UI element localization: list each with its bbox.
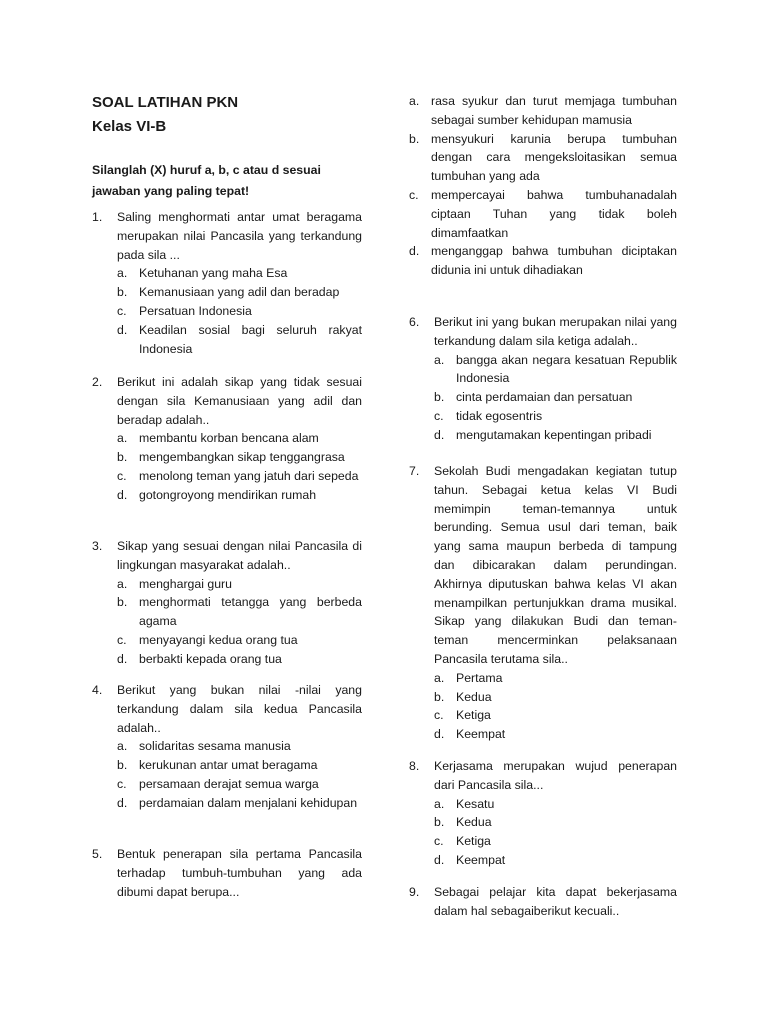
question-text: Kerjasama merupakan wujud penerapan dari Pancasila sila...: [434, 759, 677, 792]
option-text: perdamaian dalam menjalani kehidupan: [139, 795, 358, 810]
option-text: menolong teman yang jatuh dari sepeda: [139, 468, 359, 483]
option-letter: d.: [117, 651, 128, 666]
answer-option[interactable]: [117, 429, 362, 448]
question-stem: [92, 373, 362, 429]
option-letter: c.: [434, 834, 444, 849]
option-text: mengembangkan sikap tenggangrasa: [139, 450, 345, 465]
answer-option[interactable]: [117, 631, 362, 650]
answer-option[interactable]: [434, 351, 677, 389]
answer-option[interactable]: [117, 756, 362, 775]
answer-option[interactable]: [117, 264, 362, 283]
question-stem: [92, 681, 362, 737]
option-letter: b.: [434, 390, 445, 405]
answer-option[interactable]: [409, 130, 677, 186]
option-letter: b.: [117, 450, 128, 465]
option-text: Keempat: [456, 852, 506, 867]
option-text: gotongroyong mendirikan rumah: [139, 487, 317, 502]
option-letter: d.: [409, 244, 420, 259]
answer-option[interactable]: [434, 407, 677, 426]
option-text: cinta perdamaian dan persatuan: [456, 390, 633, 405]
option-letter: c.: [434, 708, 444, 723]
option-letter: a.: [117, 431, 128, 446]
question-number: 8.: [409, 759, 420, 773]
option-letter: a.: [117, 266, 128, 281]
option-text: persamaan derajat semua warga: [139, 776, 319, 791]
question-text: Saling menghormati antar umat beragama merupakan nilai Pancasila yang terkandung pada sila ...: [117, 210, 362, 262]
option-text: menghargai guru: [139, 576, 232, 591]
question-number: 5.: [92, 847, 103, 861]
answer-option[interactable]: [117, 737, 362, 756]
option-text: menghormati tetangga yang berbeda agama: [139, 595, 362, 629]
option-letter: b.: [117, 285, 128, 300]
option-text: solidaritas sesama manusia: [139, 739, 291, 754]
answer-option[interactable]: [434, 795, 677, 814]
answer-option[interactable]: [117, 302, 362, 321]
answer-option[interactable]: [409, 186, 677, 242]
answer-option[interactable]: [434, 725, 677, 744]
answer-option[interactable]: [434, 813, 677, 832]
answer-option[interactable]: [434, 832, 677, 851]
answer-option[interactable]: [117, 321, 362, 359]
question-stem: [409, 313, 677, 351]
class-label: Kelas VI-B: [92, 118, 167, 135]
option-letter: d.: [434, 727, 445, 742]
question-number: 2.: [92, 375, 103, 389]
option-text: Ketiga: [456, 834, 491, 849]
option-letter: c.: [117, 468, 127, 483]
instruction-text: Silanglah (X) huruf a, b, c atau d sesuai jawaban yang paling tepat!: [92, 163, 321, 198]
option-text: bangga akan negara kesatuan Republik Indonesia: [456, 352, 677, 386]
option-letter: b.: [434, 815, 445, 830]
option-text: Ketiga: [456, 708, 491, 723]
question-stem: [409, 883, 677, 921]
option-letter: c.: [117, 632, 127, 647]
option-letter: a.: [434, 796, 445, 811]
option-text: membantu korban bencana alam: [139, 431, 319, 446]
option-letter: b.: [434, 689, 445, 704]
answer-option[interactable]: [117, 283, 362, 302]
question-text: Sebagai pelajar kita dapat bekerjasama dalam hal sebagaiberikut kecuali..: [434, 885, 677, 918]
question-text: Berikut yang bukan nilai -nilai yang terkandung dalam sila kedua Pancasila adalah..: [117, 683, 362, 735]
question-7: [409, 462, 677, 744]
question-3: [92, 537, 362, 669]
option-text: kerukunan antar umat beragama: [139, 758, 318, 773]
answer-option[interactable]: [117, 467, 362, 486]
question-number: 9.: [409, 885, 420, 899]
option-text: menganggap bahwa tumbuhan diciptakan didunia ini untuk dihadiakan: [431, 244, 677, 278]
option-letter: d.: [434, 427, 445, 442]
question-4: [92, 681, 362, 813]
question-text: Sikap yang sesuai dengan nilai Pancasila di lingkungan masyarakat adalah..: [117, 539, 362, 572]
option-letter: b.: [117, 758, 128, 773]
option-text: Kemanusiaan yang adil dan beradap: [139, 285, 340, 300]
question-text: Sekolah Budi mengadakan kegiatan tutup tahun. Sebagai ketua kelas VI Budi memimpin teman-temannya untuk berunding. Semua usul dari teman, baik yang sama maupun berbeda di tampung dan dibicarakan dalam perundingan. Akhirnya diputuskan bahwa kelas VI akan menampilkan pertunjukkan drama musikal. Sikap yang dilakukan Budi dan teman-teman mencerminkan pelaksanaan Pancasila terutama sila..: [434, 464, 677, 666]
option-letter: a.: [434, 670, 445, 685]
option-text: Kedua: [456, 815, 492, 830]
option-text: Persatuan Indonesia: [139, 303, 252, 318]
option-letter: b.: [409, 131, 420, 146]
answer-option[interactable]: [117, 448, 362, 467]
question-number: 6.: [409, 315, 420, 329]
question-number: 3.: [92, 539, 103, 553]
option-text: Kesatu: [456, 796, 495, 811]
option-text: mensyukuri karunia berupa tumbuhan dengan cara mengeksloitasikan semua tumbuhan yang ada: [431, 131, 677, 184]
answer-option[interactable]: [117, 775, 362, 794]
answer-option[interactable]: [117, 650, 362, 669]
question-5-options: [384, 92, 677, 280]
option-letter: a.: [409, 94, 420, 108]
question-1: [92, 208, 362, 358]
option-letter: c.: [409, 187, 419, 202]
option-letter: a.: [117, 576, 128, 591]
option-text: mengutamakan kepentingan pribadi: [456, 427, 652, 442]
option-letter: b.: [117, 595, 128, 610]
option-text: Keadilan sosial bagi seluruh rakyat Indonesia: [139, 322, 362, 356]
answer-option[interactable]: [409, 242, 677, 280]
option-text: Kedua: [456, 689, 492, 704]
answer-option[interactable]: [117, 794, 362, 813]
option-text: Keempat: [456, 727, 506, 742]
question-number: 1.: [92, 210, 103, 224]
answer-option[interactable]: [434, 388, 677, 407]
answer-option[interactable]: [409, 92, 677, 130]
answer-option[interactable]: [434, 688, 677, 707]
question-number: 4.: [92, 683, 103, 697]
option-letter: c.: [117, 303, 127, 318]
question-stem: [409, 757, 677, 795]
answer-option[interactable]: [117, 575, 362, 594]
question-stem: [92, 208, 362, 264]
question-stem: [409, 462, 677, 669]
page-title: SOAL LATIHAN PKN: [92, 94, 239, 111]
answer-option[interactable]: [117, 486, 362, 505]
option-letter: c.: [117, 776, 127, 791]
question-6: [409, 313, 677, 445]
option-text: Pertama: [456, 670, 503, 685]
option-text: berbakti kepada orang tua: [139, 651, 282, 666]
answer-option[interactable]: [434, 706, 677, 725]
option-letter: d.: [117, 795, 128, 810]
question-5: [92, 845, 362, 901]
option-letter: a.: [434, 352, 445, 367]
question-text: Berikut ini adalah sikap yang tidak sesuai dengan sila Kemanusiaan yang adil dan beradap adalah..: [117, 375, 362, 427]
option-letter: a.: [117, 739, 128, 754]
question-stem: [92, 537, 362, 575]
answer-option[interactable]: [434, 851, 677, 870]
question-2: [92, 373, 362, 505]
option-text: Ketuhanan yang maha Esa: [139, 266, 288, 281]
option-text: menyayangi kedua orang tua: [139, 632, 298, 647]
question-text: Bentuk penerapan sila pertama Pancasila terhadap tumbuh-tumbuhan yang ada dibumi dapat berupa...: [117, 847, 362, 899]
question-stem: [92, 845, 362, 901]
option-letter: d.: [117, 487, 128, 502]
question-9: [409, 883, 677, 921]
option-letter: c.: [434, 408, 444, 423]
answer-option[interactable]: [434, 669, 677, 688]
question-text: Berikut ini yang bukan merupakan nilai yang terkandung dalam sila ketiga adalah..: [434, 315, 677, 348]
option-text: tidak egosentris: [456, 408, 543, 423]
option-letter: d.: [434, 852, 445, 867]
question-8: [409, 757, 677, 870]
answer-option[interactable]: [434, 426, 677, 445]
option-text: rasa syukur dan turut memjaga tumbuhan sebagai sumber kehidupan mamusia: [431, 94, 677, 127]
option-letter: d.: [117, 322, 128, 337]
option-text: mempercayai bahwa tumbuhanadalah ciptaan Tuhan yang tidak boleh dimamfaatkan: [431, 187, 677, 240]
question-number: 7.: [409, 464, 420, 478]
answer-option[interactable]: [117, 593, 362, 631]
